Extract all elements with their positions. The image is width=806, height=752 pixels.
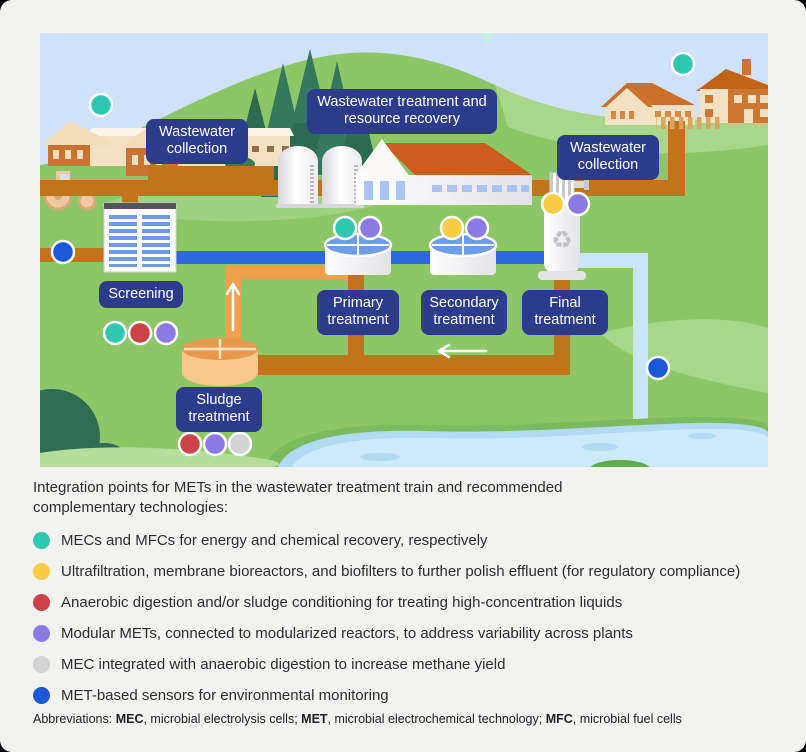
met-dot-purple bbox=[567, 193, 589, 215]
legend-dot-icon bbox=[33, 532, 50, 549]
met-dot-yellow bbox=[542, 193, 564, 215]
legend-dot-icon bbox=[33, 563, 50, 580]
met-dot-red bbox=[179, 433, 201, 455]
primary-clarifier bbox=[325, 234, 391, 275]
label-treatment-and-recovery: Wastewater treatment and resource recovery bbox=[307, 89, 497, 134]
met-dot-yellow bbox=[441, 217, 463, 239]
legend-dot-icon bbox=[33, 594, 50, 611]
met-dot-purple bbox=[466, 217, 488, 239]
wastewater-illustration bbox=[40, 33, 768, 467]
abbreviations-list: MEC, microbial electrolysis cells; MET, microbial electrochemical technology; MFC, microbial fuel cells bbox=[115, 712, 682, 726]
met-dot-purple bbox=[155, 322, 177, 344]
met-dot-teal bbox=[104, 322, 126, 344]
legend-item bbox=[33, 587, 795, 618]
label-sludge-treatment: Sludge treatment bbox=[176, 387, 262, 432]
met-dot-purple bbox=[359, 217, 381, 239]
legend-item-text: MET-based sensors for environmental monitoring bbox=[61, 687, 389, 704]
legend-item bbox=[33, 525, 795, 556]
legend-item bbox=[33, 556, 795, 587]
met-dot-gray bbox=[229, 433, 251, 455]
met-dot-teal bbox=[672, 53, 694, 75]
legend-dot-icon bbox=[33, 656, 50, 673]
met-dot-teal bbox=[90, 94, 112, 116]
legend bbox=[33, 478, 795, 711]
met-dot-purple bbox=[204, 433, 226, 455]
legend-intro-line2: complementary technologies: bbox=[33, 499, 229, 516]
legend-item-text: Anaerobic digestion and/or sludge conditioning for treating high-concentration liquids bbox=[61, 594, 623, 611]
label-wastewater-collection-right: Wastewater collection bbox=[557, 135, 659, 180]
label-secondary-treatment: Secondary treatment bbox=[421, 290, 507, 335]
screening-unit bbox=[104, 203, 176, 272]
met-dot-blue bbox=[647, 357, 669, 379]
svg-text:♻: ♻ bbox=[551, 227, 573, 254]
abbreviations-label: Abbreviations: bbox=[33, 712, 116, 726]
legend-item bbox=[33, 680, 795, 711]
legend-item-text: MECs and MFCs for energy and chemical recovery, respectively bbox=[61, 532, 488, 549]
legend-list bbox=[33, 525, 795, 711]
picket-fence bbox=[656, 117, 722, 129]
secondary-clarifier bbox=[430, 234, 496, 275]
abbreviations-footer bbox=[33, 712, 682, 726]
label-screening: Screening bbox=[99, 281, 183, 308]
legend-intro bbox=[33, 478, 795, 518]
label-final-treatment: Final treatment bbox=[522, 290, 608, 335]
legend-item bbox=[33, 649, 795, 680]
legend-dot-icon bbox=[33, 687, 50, 704]
legend-item-text: MEC integrated with anaerobic digestion to increase methane yield bbox=[61, 656, 506, 673]
met-dot-teal bbox=[334, 217, 356, 239]
met-dot-red bbox=[129, 322, 151, 344]
legend-item-text: Modular METs, connected to modularized reactors, to address variability across plants bbox=[61, 625, 633, 642]
sludge-tank bbox=[182, 338, 258, 386]
legend-item-text: Ultrafiltration, membrane bioreactors, and biofilters to further polish effluent (for regulatory compliance) bbox=[61, 563, 741, 580]
legend-intro-line1: Integration points for METs in the wastewater treatment train and recommended bbox=[33, 479, 563, 496]
legend-dot-icon bbox=[33, 625, 50, 642]
label-primary-treatment: Primary treatment bbox=[317, 290, 399, 335]
met-dot-blue bbox=[52, 241, 74, 263]
label-wastewater-collection-left: Wastewater collection bbox=[146, 119, 248, 164]
legend-item bbox=[33, 618, 795, 649]
